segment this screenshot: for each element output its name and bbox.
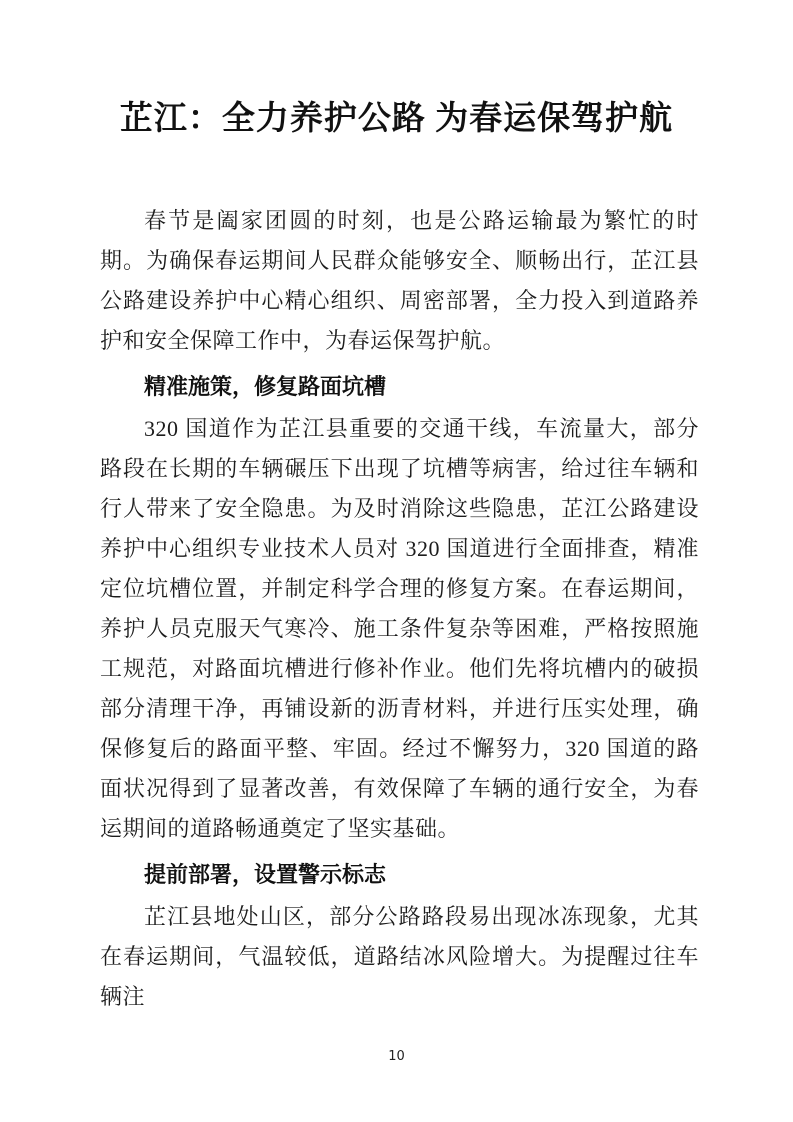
document-body: [100, 201, 699, 1017]
section-heading-1: 精准施策，修复路面坑槽: [144, 374, 387, 399]
page-number: 10: [388, 1049, 405, 1064]
document-title: 芷江：全力养护公路 为春运保驾护航: [119, 101, 674, 137]
section-heading-2: 提前部署，设置警示标志: [144, 862, 387, 887]
paragraph-intro: 春节是阖家团圆的时刻，也是公路运输最为繁忙的时期。为确保春运期间人民群众能够安全、顺畅出行，芷江县公路建设养护中心精心组织、周密部署，全力投入到道路养护和安全保障工作中，为春运保驾护航。: [100, 208, 699, 353]
paragraph-warning-signs: 芷江县地处山区，部分公路路段易出现冰冻现象，尤其在春运期间，气温较低，道路结冰风险增大。为提醒过往车辆注: [100, 904, 699, 1009]
paragraph-road-repair: 320 国道作为芷江县重要的交通干线，车流量大，部分路段在长期的车辆碾压下出现了坑槽等病害，给过往车辆和行人带来了安全隐患。为及时消除这些隐患，芷江公路建设养护中心组织专业技术人员对 320 国道进行全面排查，精准定位坑槽位置，并制定科学合理的修复方案。在春运期间，养护人员克服天气寒冷、施工条件复杂等困难，严格按照施工规范，对路面坑槽进行修补作业。他们先将坑槽内的破损部分清理干净，再铺设新的沥青材料，并进行压实处理，确保修复后的路面平整、牢固。经过不懈努力，320 国道的路面状况得到了显著改善，有效保障了车辆的通行安全，为春运期间的道路畅通奠定了坚实基础。: [100, 416, 699, 841]
